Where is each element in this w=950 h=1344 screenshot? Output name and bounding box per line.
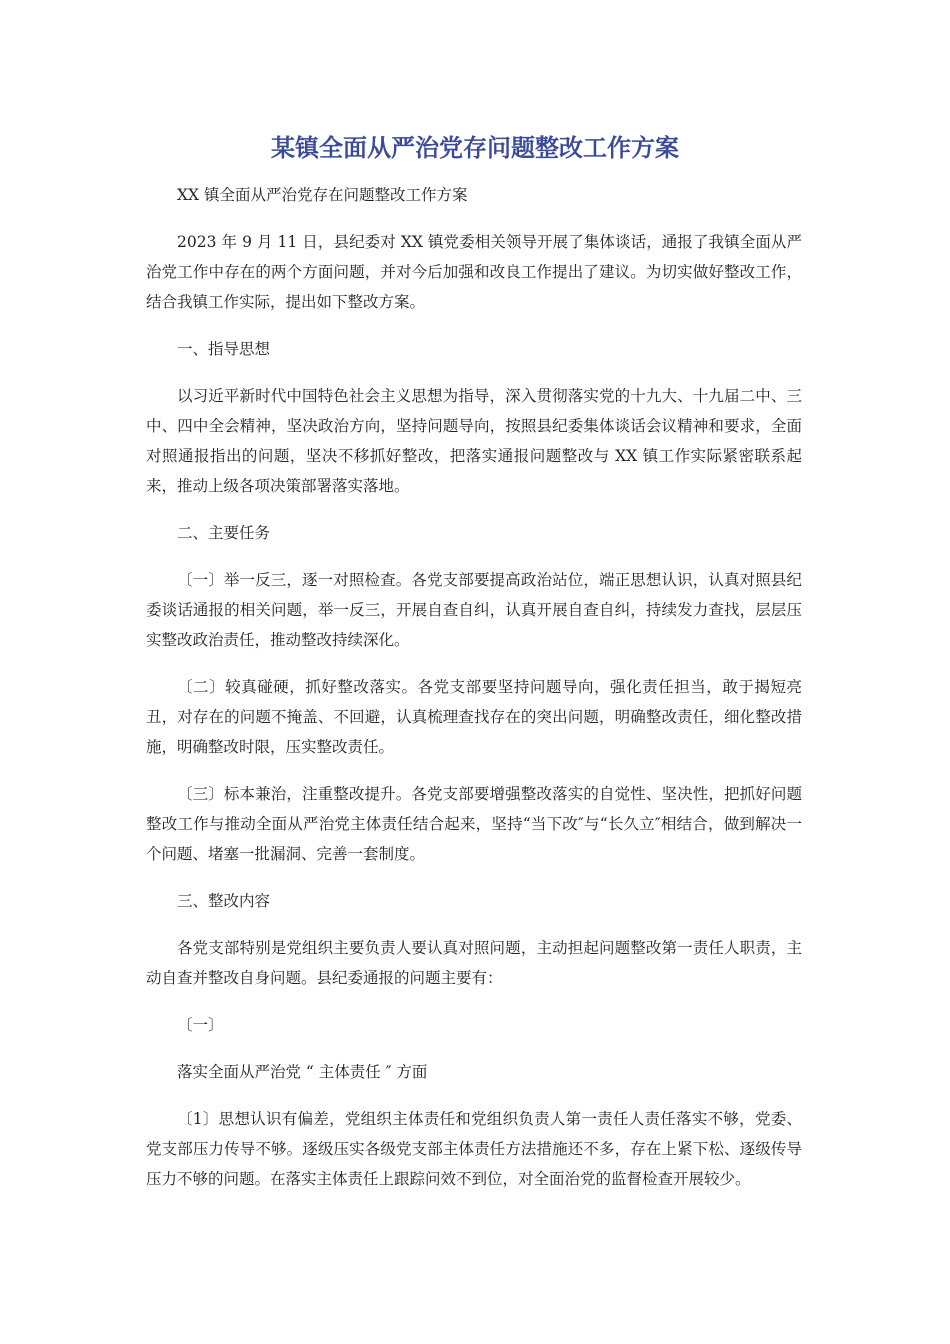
document-body [146,180,802,1211]
document-title: 某镇全面从严治党存问题整改工作方案 [271,134,679,162]
item-one-point-one-paragraph: 〔1〕思想认识有偏差，党组织主体责任和党组织负责人第一责任人责任落实不够，党委、党支部压力传导不够。逐级压实各级党支部主体责任方法措施还不多，存在上紧下松、逐级传导压力不够的问题。在落实主体责任上跟踪问效不到位，对全面治党的监督检查开展较少。 [146,1110,802,1188]
item-one-marker: 〔一〕 [177,1016,224,1034]
section-heading-main-tasks: 二、主要任务 [177,524,271,542]
guiding-thought-paragraph: 以习近平新时代中国特色社会主义思想为指导，深入贯彻落实党的十九大、十九届二中、三中、四中全会精神，坚决政治方向，坚持问题导向，按照县纪委集体谈话会议精神和要求，全面对照通报指出的问题，坚决不移抓好整改，把落实通报问题整改与 XX 镇工作实际紧密联系起来，推动上级各项决策部署落实落地。 [146,387,802,495]
intro-paragraph: 2023 年 9 月 11 日，县纪委对 XX 镇党委相关领导开展了集体谈话，通报了我镇全面从严治党工作中存在的两个方面问题，并对今后加强和改良工作提出了建议。为切实做好整改工作，结合我镇工作实际，提出如下整改方案。 [146,233,802,311]
item-one-heading: 落实全面从严治党 “ 主体责任 ″ 方面 [177,1063,428,1081]
task-three-paragraph: 〔三〕标本兼治，注重整改提升。各党支部要增强整改落实的自觉性、坚决性，把抓好问题整改工作与推动全面从严治党主体责任结合起来，坚持“当下改″与“长久立″相结合，做到解决一个问题、堵塞一批漏洞、完善一套制度。 [146,785,802,863]
task-one-paragraph: 〔一〕举一反三，逐一对照检查。各党支部要提高政治站位，端正思想认识，认真对照县纪委谈话通报的相关问题，举一反三，开展自查自纠，认真开展自查自纠，持续发力查找，层层压实整改政治责任，推动整改持续深化。 [146,571,802,649]
section-heading-rectification-content: 三、整改内容 [177,892,271,910]
task-two-paragraph: 〔二〕较真碰硬，抓好整改落实。各党支部要坚持问题导向，强化责任担当，敢于揭短亮丑，对存在的问题不掩盖、不回避，认真梳理查找存在的突出问题，明确整改责任，细化整改措施，明确整改时限，压实整改责任。 [146,678,802,756]
subtitle-paragraph: XX 镇全面从严治党存在问题整改工作方案 [177,186,468,204]
rectification-intro-paragraph: 各党支部特别是党组织主要负责人要认真对照问题，主动担起问题整改第一责任人职责，主动自查并整改自身问题。县纪委通报的问题主要有： [146,939,802,987]
section-heading-guiding-thought: 一、指导思想 [177,340,271,358]
